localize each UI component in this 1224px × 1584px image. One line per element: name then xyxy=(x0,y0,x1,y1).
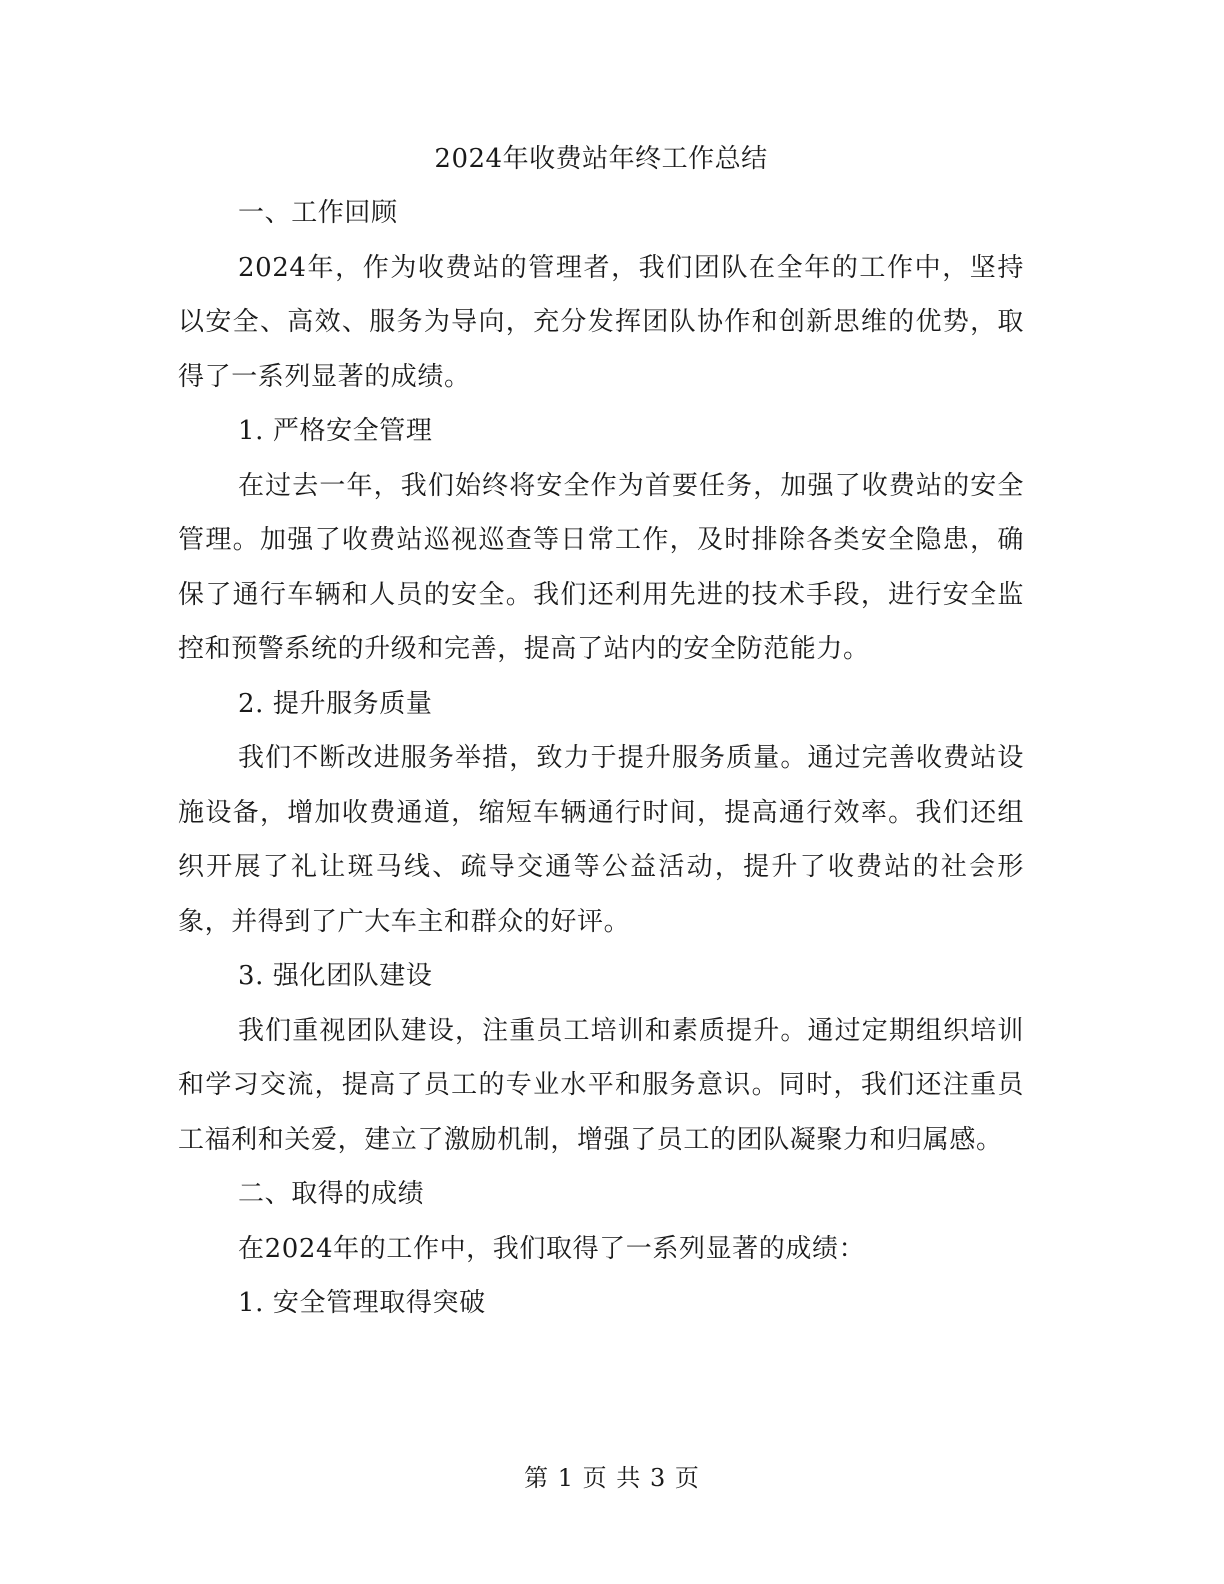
paragraph-service-quality: 我们不断改进服务举措，致力于提升服务质量。通过完善收费站设施设备，增加收费通道，缩短车辆通行时间，提高通行效率。我们还组织开展了礼让斑马线、疏导交通等公益活动，提升了收费站的社会形象，并得到了广大车主和群众的好评。 xyxy=(178,743,1024,937)
section-heading-work-review: 一、工作回顾 xyxy=(238,198,398,228)
paragraph-achievements-intro: 在2024年的工作中，我们取得了一系列显著的成绩： xyxy=(238,1233,866,1264)
paragraph-team-building: 我们重视团队建设，注重员工培训和素质提升。通过定期组织培训和学习交流，提高了员工的专业水平和服务意识。同时，我们还注重员工福利和关爱，建立了激励机制，增强了员工的团队凝聚力和归属感。 xyxy=(178,1015,1024,1155)
document-title: 2024年收费站年终工作总结 xyxy=(434,144,768,174)
item-heading-safety-management: 1. 严格安全管理 xyxy=(238,416,433,446)
item-heading-team-building: 3. 强化团队建设 xyxy=(238,961,433,991)
item-heading-service-quality: 2. 提升服务质量 xyxy=(238,688,433,719)
page-footer: 第 1 页 共 3 页 xyxy=(524,1464,700,1492)
item-heading-safety-breakthrough: 1. 安全管理取得突破 xyxy=(238,1288,486,1318)
section-heading-achievements: 二、取得的成绩 xyxy=(238,1179,425,1209)
document-body xyxy=(178,132,1024,1331)
paragraph-intro: 2024年，作为收费站的管理者，我们团队在全年的工作中，坚持以安全、高效、服务为导向，充分发挥团队协作和创新思维的优势，取得了一系列显著的成绩。 xyxy=(178,252,1024,392)
paragraph-safety-management: 在过去一年，我们始终将安全作为首要任务，加强了收费站的安全管理。加强了收费站巡视巡查等日常工作，及时排除各类安全隐患，确保了通行车辆和人员的安全。我们还利用先进的技术手段，进行安全监控和预警系统的升级和完善，提高了站内的安全防范能力。 xyxy=(178,470,1024,664)
